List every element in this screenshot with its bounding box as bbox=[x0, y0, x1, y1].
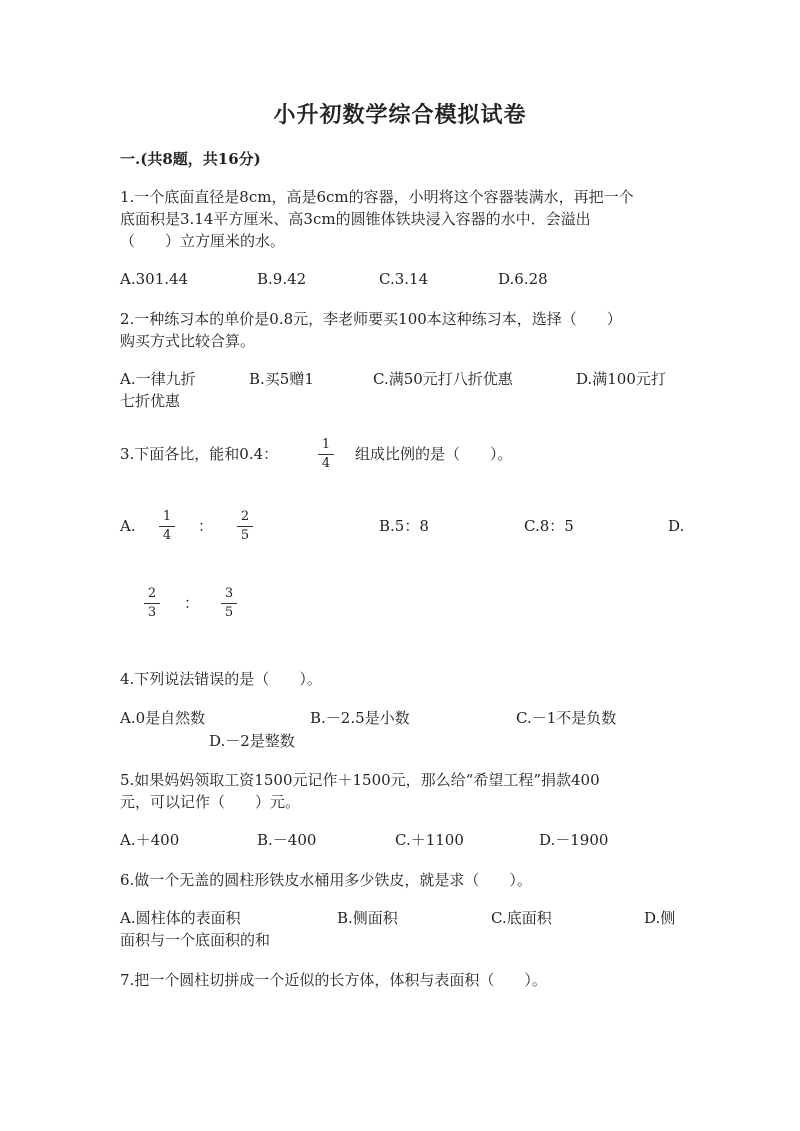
question-3-option-a-fraction-2 bbox=[235, 510, 255, 543]
question-3-option-a-label: A. bbox=[120, 517, 136, 535]
question-3-stem-fraction bbox=[316, 438, 336, 471]
question-3-option-d-colon: ： bbox=[184, 594, 200, 612]
question-3-option-a-fraction-1 bbox=[157, 510, 177, 543]
question-3-option-d-fraction-1 bbox=[142, 587, 162, 620]
question-4-option-a: A.0是自然数 bbox=[120, 709, 206, 727]
fraction-numerator: 1 bbox=[321, 437, 331, 452]
fraction-denominator: 4 bbox=[162, 528, 172, 543]
fraction-denominator: 3 bbox=[147, 605, 157, 620]
question-3-option-d-label: D. bbox=[668, 517, 685, 535]
fraction-numerator: 1 bbox=[162, 509, 172, 524]
page-title: 小升初数学综合模拟试卷 bbox=[273, 102, 527, 128]
question-5-option-d: D.－1900 bbox=[539, 831, 609, 849]
fraction-denominator: 4 bbox=[321, 456, 331, 471]
question-5-line-2: 元，可以记作（ ）元。 bbox=[120, 793, 301, 811]
question-4-option-c: C.－1不是负数 bbox=[516, 709, 617, 727]
question-6-option-b: B.侧面积 bbox=[337, 909, 398, 927]
question-6-option-c: C.底面积 bbox=[491, 909, 552, 927]
question-2-line-1: 2.一种练习本的单价是0.8元，李老师要买100本这种练习本，选择（ ） bbox=[120, 310, 622, 328]
question-1-option-c: C.3.14 bbox=[379, 270, 429, 288]
fraction-denominator: 5 bbox=[224, 605, 234, 620]
fraction-bar bbox=[318, 454, 334, 455]
question-2-option-c: C.满50元打八折优惠 bbox=[373, 370, 513, 388]
question-1-line-1: 1.一个底面直径是8cm，高是6cm的容器，小明将这个容器装满水，再把一个 bbox=[120, 188, 634, 206]
question-1-option-b: B.9.42 bbox=[257, 270, 307, 288]
question-3-option-a-colon: ： bbox=[198, 517, 214, 535]
question-3-stem-end: 组成比例的是（ ）。 bbox=[355, 445, 513, 463]
question-2-option-d: D.满100元打 bbox=[576, 370, 666, 388]
fraction-bar bbox=[237, 526, 253, 527]
question-4-option-b: B.－2.5是小数 bbox=[310, 709, 410, 727]
question-1-option-a: A.301.44 bbox=[120, 270, 189, 288]
question-1-line-3: （ ）立方厘米的水。 bbox=[120, 232, 286, 250]
question-3-stem-start: 3.下面各比，能和0.4： bbox=[120, 445, 279, 463]
question-6-line-1: 6.做一个无盖的圆柱形铁皮水桶用多少铁皮，就是求（ ）。 bbox=[120, 871, 532, 889]
question-6-option-a: A.圆柱体的表面积 bbox=[120, 909, 241, 927]
fraction-bar bbox=[221, 603, 237, 604]
question-2-option-d-continued: 七折优惠 bbox=[120, 392, 181, 410]
question-5-option-a: A.＋400 bbox=[120, 831, 180, 849]
fraction-numerator: 2 bbox=[147, 586, 157, 601]
question-1-line-2: 底面积是3.14平方厘米、高3cm的圆锥体铁块浸入容器的水中．会溢出 bbox=[120, 210, 591, 228]
question-4-option-d: D.－2是整数 bbox=[209, 732, 295, 750]
question-5-option-c: C.＋1100 bbox=[395, 831, 464, 849]
fraction-numerator: 2 bbox=[240, 509, 250, 524]
question-2-option-a: A.一律九折 bbox=[120, 370, 196, 388]
question-1-option-d: D.6.28 bbox=[498, 270, 548, 288]
question-3-option-d-fraction-2 bbox=[219, 587, 239, 620]
fraction-bar bbox=[144, 603, 160, 604]
fraction-denominator: 5 bbox=[240, 528, 250, 543]
question-4-line-1: 4.下列说法错误的是（ ）。 bbox=[120, 670, 322, 688]
question-7-line-1: 7.把一个圆柱切拼成一个近似的长方体，体积与表面积（ ）。 bbox=[120, 971, 547, 989]
question-5-option-b: B.－400 bbox=[257, 831, 317, 849]
question-2-option-b: B.买5赠1 bbox=[249, 370, 314, 388]
question-6-option-d: D.侧 bbox=[644, 909, 676, 927]
fraction-bar bbox=[159, 526, 175, 527]
section-heading: 一.(共8题，共16分) bbox=[120, 150, 261, 168]
question-5-line-1: 5.如果妈妈领取工资1500元记作＋1500元，那么给“希望工程”捐款400 bbox=[120, 771, 600, 789]
question-2-line-2: 购买方式比较合算。 bbox=[120, 332, 256, 350]
question-6-option-d-continued: 面积与一个底面积的和 bbox=[120, 931, 271, 949]
question-3-option-c: C.8：5 bbox=[524, 517, 574, 535]
fraction-numerator: 3 bbox=[224, 586, 234, 601]
question-3-option-b: B.5：8 bbox=[379, 517, 429, 535]
